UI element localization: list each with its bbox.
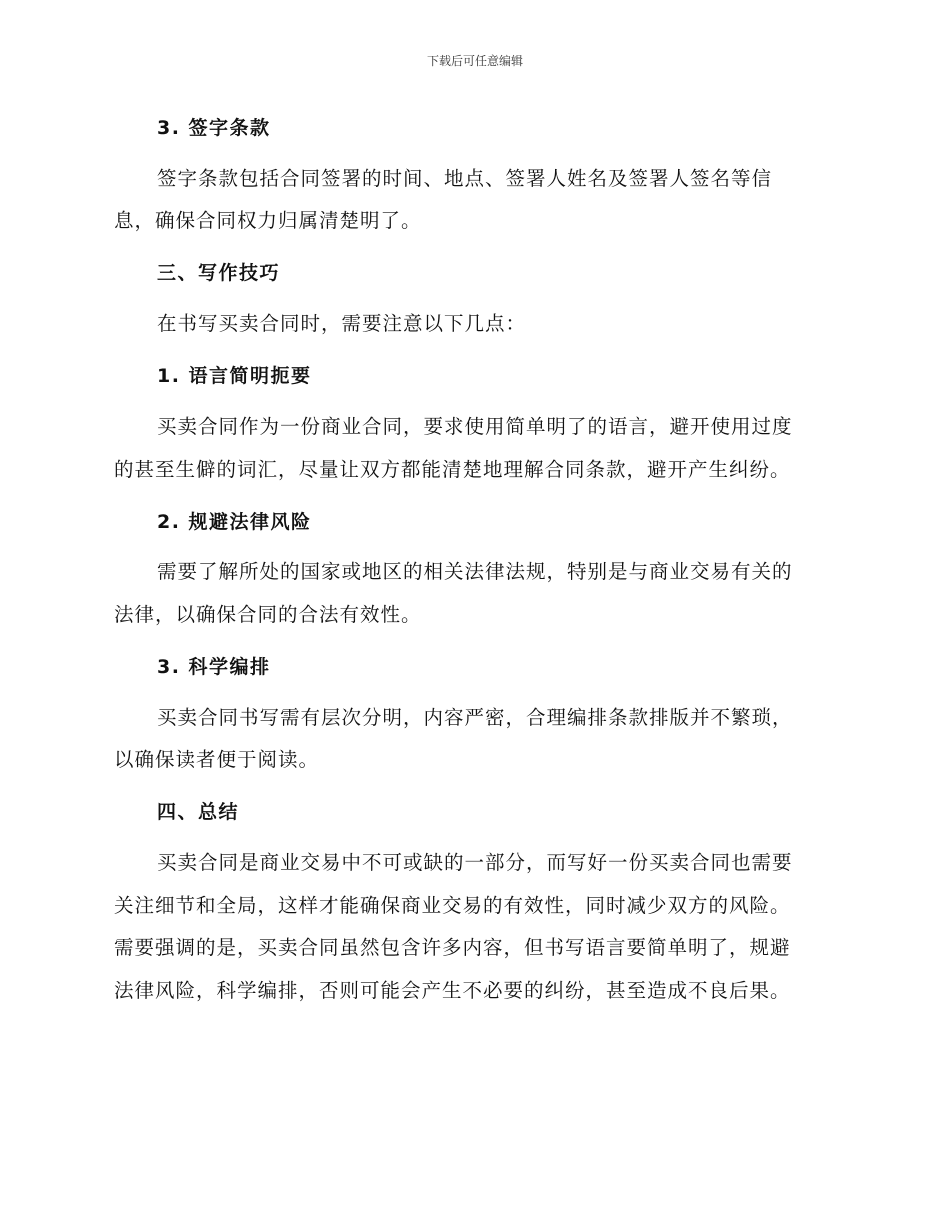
heading-legal-risk: 2. 规避法律风险 xyxy=(157,511,312,533)
paragraph-line: 在书写买卖合同时，需要注意以下几点： xyxy=(157,312,527,335)
paragraph-line: 以确保读者便于阅读。 xyxy=(114,748,320,771)
page-header: 下载后可任意编辑 xyxy=(426,54,523,68)
paragraph-line: 买卖合同是商业交易中不可或缺的一部分，而写好一份买卖合同也需要 xyxy=(157,851,793,874)
paragraph-line: 需要强调的是，买卖合同虽然包含许多内容，但书写语言要简单明了，规避 xyxy=(114,936,791,959)
paragraph-line: 息，确保合同权力归属清楚明了。 xyxy=(114,209,422,232)
heading-writing-skills: 三、写作技巧 xyxy=(157,262,281,284)
heading-signature-clause: 3. 签字条款 xyxy=(157,117,271,139)
paragraph-line: 关注细节和全局，这样才能确保商业交易的有效性，同时减少双方的风险。 xyxy=(114,894,791,917)
heading-summary: 四、总结 xyxy=(157,801,240,823)
paragraph-line: 签字条款包括合同签署的时间、地点、签署人姓名及签署人签名等信 xyxy=(157,167,773,190)
heading-scientific-layout: 3. 科学编排 xyxy=(157,656,271,678)
paragraph-line: 买卖合同作为一份商业合同，要求使用简单明了的语言，避开使用过度 xyxy=(157,415,793,438)
heading-concise-language: 1. 语言简明扼要 xyxy=(157,365,312,387)
paragraph-line: 需要了解所处的国家或地区的相关法律法规，特别是与商业交易有关的 xyxy=(157,560,793,583)
paragraph-line: 买卖合同书写需有层次分明，内容严密，合理编排条款排版并不繁琐， xyxy=(157,706,793,729)
paragraph-line: 的甚至生僻的词汇，尽量让双方都能清楚地理解合同条款，避开产生纠纷。 xyxy=(114,458,791,481)
paragraph-line: 法律，以确保合同的合法有效性。 xyxy=(114,603,422,626)
paragraph-line: 法律风险，科学编排，否则可能会产生不必要的纠纷，甚至造成不良后果。 xyxy=(114,979,791,1002)
